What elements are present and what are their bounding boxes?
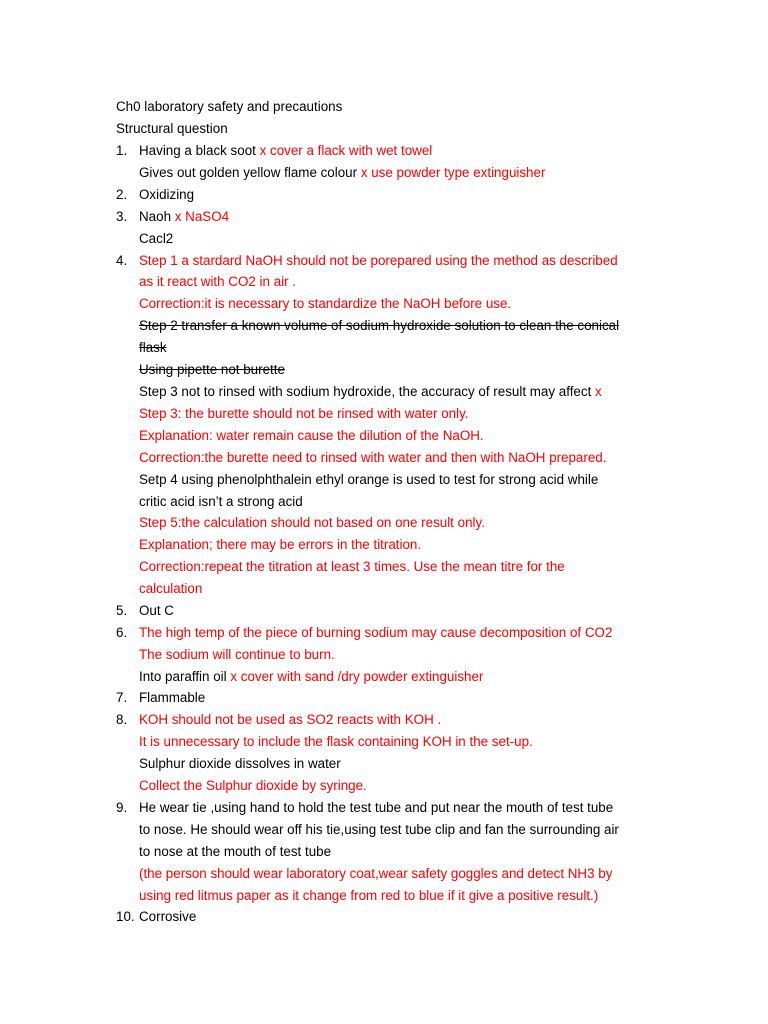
- q4-line-15: Correction:repeat the titration at least 3 times. Use the mean titre for the: [139, 559, 565, 574]
- q7-answer: Flammable: [139, 690, 206, 705]
- q2-answer: Oxidizing: [139, 187, 195, 202]
- q3-line-1: [139, 209, 229, 225]
- q8-line-2: It is unnecessary to include the flask containing KOH in the set-up.: [139, 734, 533, 749]
- q1-correction-b: x use powder type extinguisher: [360, 165, 546, 180]
- q4-line-3: Correction:it is necessary to standardize the NaOH before use.: [139, 296, 512, 311]
- q4-line-9: Explanation: water remain cause the dilution of the NaOH.: [139, 428, 484, 443]
- q8-line-1: KOH should not be used as SO2 reacts with KOH .: [139, 712, 442, 727]
- item-number-4: 4.: [116, 253, 128, 268]
- q4-line-5-struck: flask: [139, 340, 167, 355]
- q4-step3-mark: x: [595, 384, 602, 399]
- document-title: Ch0 laboratory safety and precautions: [116, 99, 343, 114]
- q4-answer-step3: Step 3 not to rinsed with sodium hydroxide, the accuracy of result may affect: [139, 384, 596, 399]
- item-number-7: 7.: [116, 690, 128, 705]
- q4-line-12: critic acid isn’t a strong acid: [139, 494, 303, 509]
- q4-line-10: Correction:the burette need to rinsed with water and then with NaOH prepared.: [139, 450, 607, 465]
- q6-answer: Into paraffin oil: [139, 669, 231, 684]
- q6-correction: x cover with sand /dry powder extinguisher: [230, 669, 484, 684]
- q4-line-14: Explanation; there may be errors in the titration.: [139, 537, 422, 552]
- q6-line-2: The sodium will continue to burn.: [139, 647, 335, 662]
- q1-answer-b: Gives out golden yellow flame colour: [139, 165, 361, 180]
- q9-line-5: using red litmus paper as it change from red to blue if it give a positive result.): [139, 888, 599, 903]
- item-number-1: 1.: [116, 143, 128, 158]
- q1-answer: Having a black soot: [139, 143, 260, 158]
- item-number-3: 3.: [116, 209, 128, 224]
- q3-answer: Naoh: [139, 209, 175, 224]
- q4-line-1: Step 1 a stardard NaOH should not be porepared using the method as described: [139, 253, 618, 268]
- q6-line-3: [139, 669, 483, 685]
- q4-line-7: [139, 384, 602, 400]
- section-heading: Structural question: [116, 121, 228, 136]
- q4-line-2: as it react with CO2 in air .: [139, 274, 297, 289]
- q4-line-16: calculation: [139, 581, 203, 596]
- q3-answer-b: Cacl2: [139, 231, 174, 246]
- q4-line-8: Step 3: the burette should not be rinsed with water only.: [139, 406, 469, 421]
- item-number-6: 6.: [116, 625, 128, 640]
- q4-line-6-struck: Using pipette not burette: [139, 362, 285, 377]
- item-number-5: 5.: [116, 603, 128, 618]
- q4-line-13: Step 5:the calculation should not based on one result only.: [139, 515, 485, 530]
- q9-line-3: to nose at the mouth of test tube: [139, 844, 332, 859]
- q5-answer: Out C: [139, 603, 174, 618]
- item-number-8: 8.: [116, 712, 128, 727]
- q9-line-2: to nose. He should wear off his tie,using test tube clip and fan the surrounding air: [139, 822, 619, 837]
- q1-line-2: [139, 165, 545, 181]
- q4-line-11: Setp 4 using phenolphthalein ethyl orange is used to test for strong acid while: [139, 472, 599, 487]
- q4-line-4-struck: Step 2 transfer a known volume of sodium hydroxide solution to clean the conical: [139, 318, 620, 333]
- q3-correction: x NaSO4: [174, 209, 230, 224]
- q9-line-1: He wear tie ,using hand to hold the test tube and put near the mouth of test tube: [139, 800, 614, 815]
- item-number-10: 10.: [116, 909, 135, 924]
- item-number-9: 9.: [116, 800, 128, 815]
- q8-line-4: Collect the Sulphur dioxide by syringe.: [139, 778, 367, 793]
- q9-line-4: (the person should wear laboratory coat,wear safety goggles and detect NH3 by: [139, 866, 613, 881]
- q10-answer: Corrosive: [139, 909, 197, 924]
- q6-line-1: The high temp of the piece of burning sodium may cause decomposition of CO2: [139, 625, 613, 640]
- q1-line-1: [139, 143, 432, 159]
- q1-correction: x cover a flack with wet towel: [259, 143, 433, 158]
- item-number-2: 2.: [116, 187, 128, 202]
- q8-line-3: Sulphur dioxide dissolves in water: [139, 756, 341, 771]
